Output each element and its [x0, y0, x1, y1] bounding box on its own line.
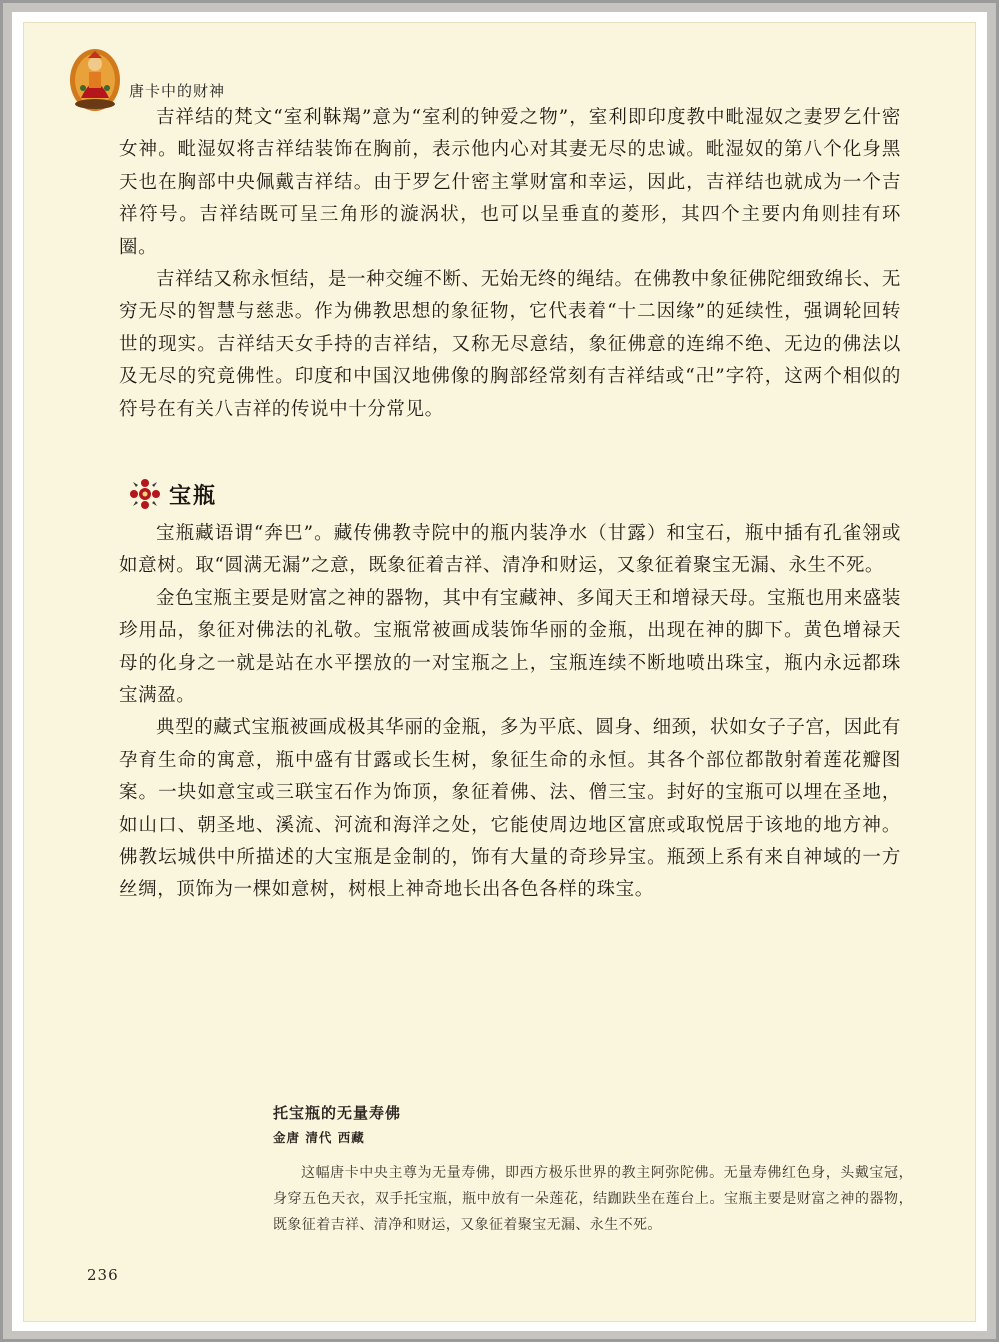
figure-caption: [273, 1102, 913, 1238]
paragraph: 宝瓶藏语谓“奔巴”。藏传佛教寺院中的瓶内装净水（甘露）和宝石，瓶中插有孔雀翎或如意树。取“圆满无漏”之意，既象征着吉祥、清净和财运，又象征着聚宝无漏、永生不死。: [119, 523, 901, 577]
paragraph: 典型的藏式宝瓶被画成极其华丽的金瓶，多为平底、圆身、细颈，状如女子子宫，因此有孕育生命的寓意，瓶中盛有甘露或长生树，象征生命的永恒。其各个部位都散射着莲花瓣图案。一块如意宝或三联宝石作为饰顶，象征着佛、法、僧三宝。封好的宝瓶可以埋在圣地，如山口、朝圣地、溪流、河流和海洋之处，它能使周边地区富庶或取悦居于该地的地方神。佛教坛城供中所描述的大宝瓶是金制的，饰有大量的奇珍异宝。瓶颈上系有来自神域的一方丝绸，顶饰为一棵如意树，树根上神奇地长出各色各样的珠宝。: [119, 717, 901, 901]
paragraph: 吉祥结的梵文“室利靺羯”意为“室利的钟爱之物”，室利即印度教中毗湿奴之妻罗乞什密女神。毗湿奴将吉祥结装饰在胸前，表示他内心对其妻无尽的忠诚。毗湿奴的第八个化身黑天也在胸部中央佩戴吉祥结。由于罗乞什密主掌财富和幸运，因此，吉祥结也就成为一个吉祥符号。吉祥结既可呈三角形的漩涡状，也可以呈垂直的菱形，其四个主要内角则挂有环圈。: [119, 107, 901, 258]
page-number: 236: [87, 1266, 119, 1284]
section-vase-text: [119, 518, 901, 907]
section-knot-text: [119, 102, 901, 426]
paragraph: 吉祥结又称永恒结，是一种交缠不断、无始无终的绳结。在佛教中象征佛陀细致绵长、无穷无尽的智慧与慈悲。作为佛教思想的象征物，它代表着“十二因缘”的延续性，强调轮回转世的现实。吉祥结天女手持的吉祥结，又称无尽意结，象征佛意的连绵不绝、无边的佛法以及无尽的究竟佛性。印度和中国汉地佛像的胸部经常刻有吉祥结或“卍”字符，这两个相似的符号在有关八吉祥的传说中十分常见。: [119, 269, 901, 420]
section-heading-vase: [127, 474, 217, 514]
caption-subtitle: 金唐 清代 西藏: [273, 1130, 365, 1145]
flower-ornament-icon: [127, 476, 163, 512]
paragraph: 金色宝瓶主要是财富之神的器物，其中有宝藏神、多闻天王和增禄天母。宝瓶也用来盛装珍用品，象征对佛法的礼敬。宝瓶常被画成装饰华丽的金瓶，出现在神的脚下。黄色增禄天母的化身之一就是站在水平摆放的一对宝瓶之上，宝瓶连续不断地喷出珠宝，瓶内永远都珠宝满盈。: [119, 587, 901, 707]
book-page: [23, 22, 976, 1322]
section-title: 宝瓶: [169, 482, 218, 509]
deity-thangka-icon: [69, 48, 121, 112]
caption-body: 这幅唐卡中央主尊为无量寿佛，即西方极乐世界的教主阿弥陀佛。无量寿佛红色身，头戴宝冠，身穿五色天衣，双手托宝瓶，瓶中放有一朵莲花，结跏趺坐在莲台上。宝瓶主要是财富之神的器物，既象征着吉祥、清净和财运，又象征着聚宝无漏、永生不死。: [273, 1165, 913, 1233]
caption-title: 托宝瓶的无量寿佛: [273, 1104, 402, 1122]
header-title: 唐卡中的财神: [129, 82, 226, 100]
